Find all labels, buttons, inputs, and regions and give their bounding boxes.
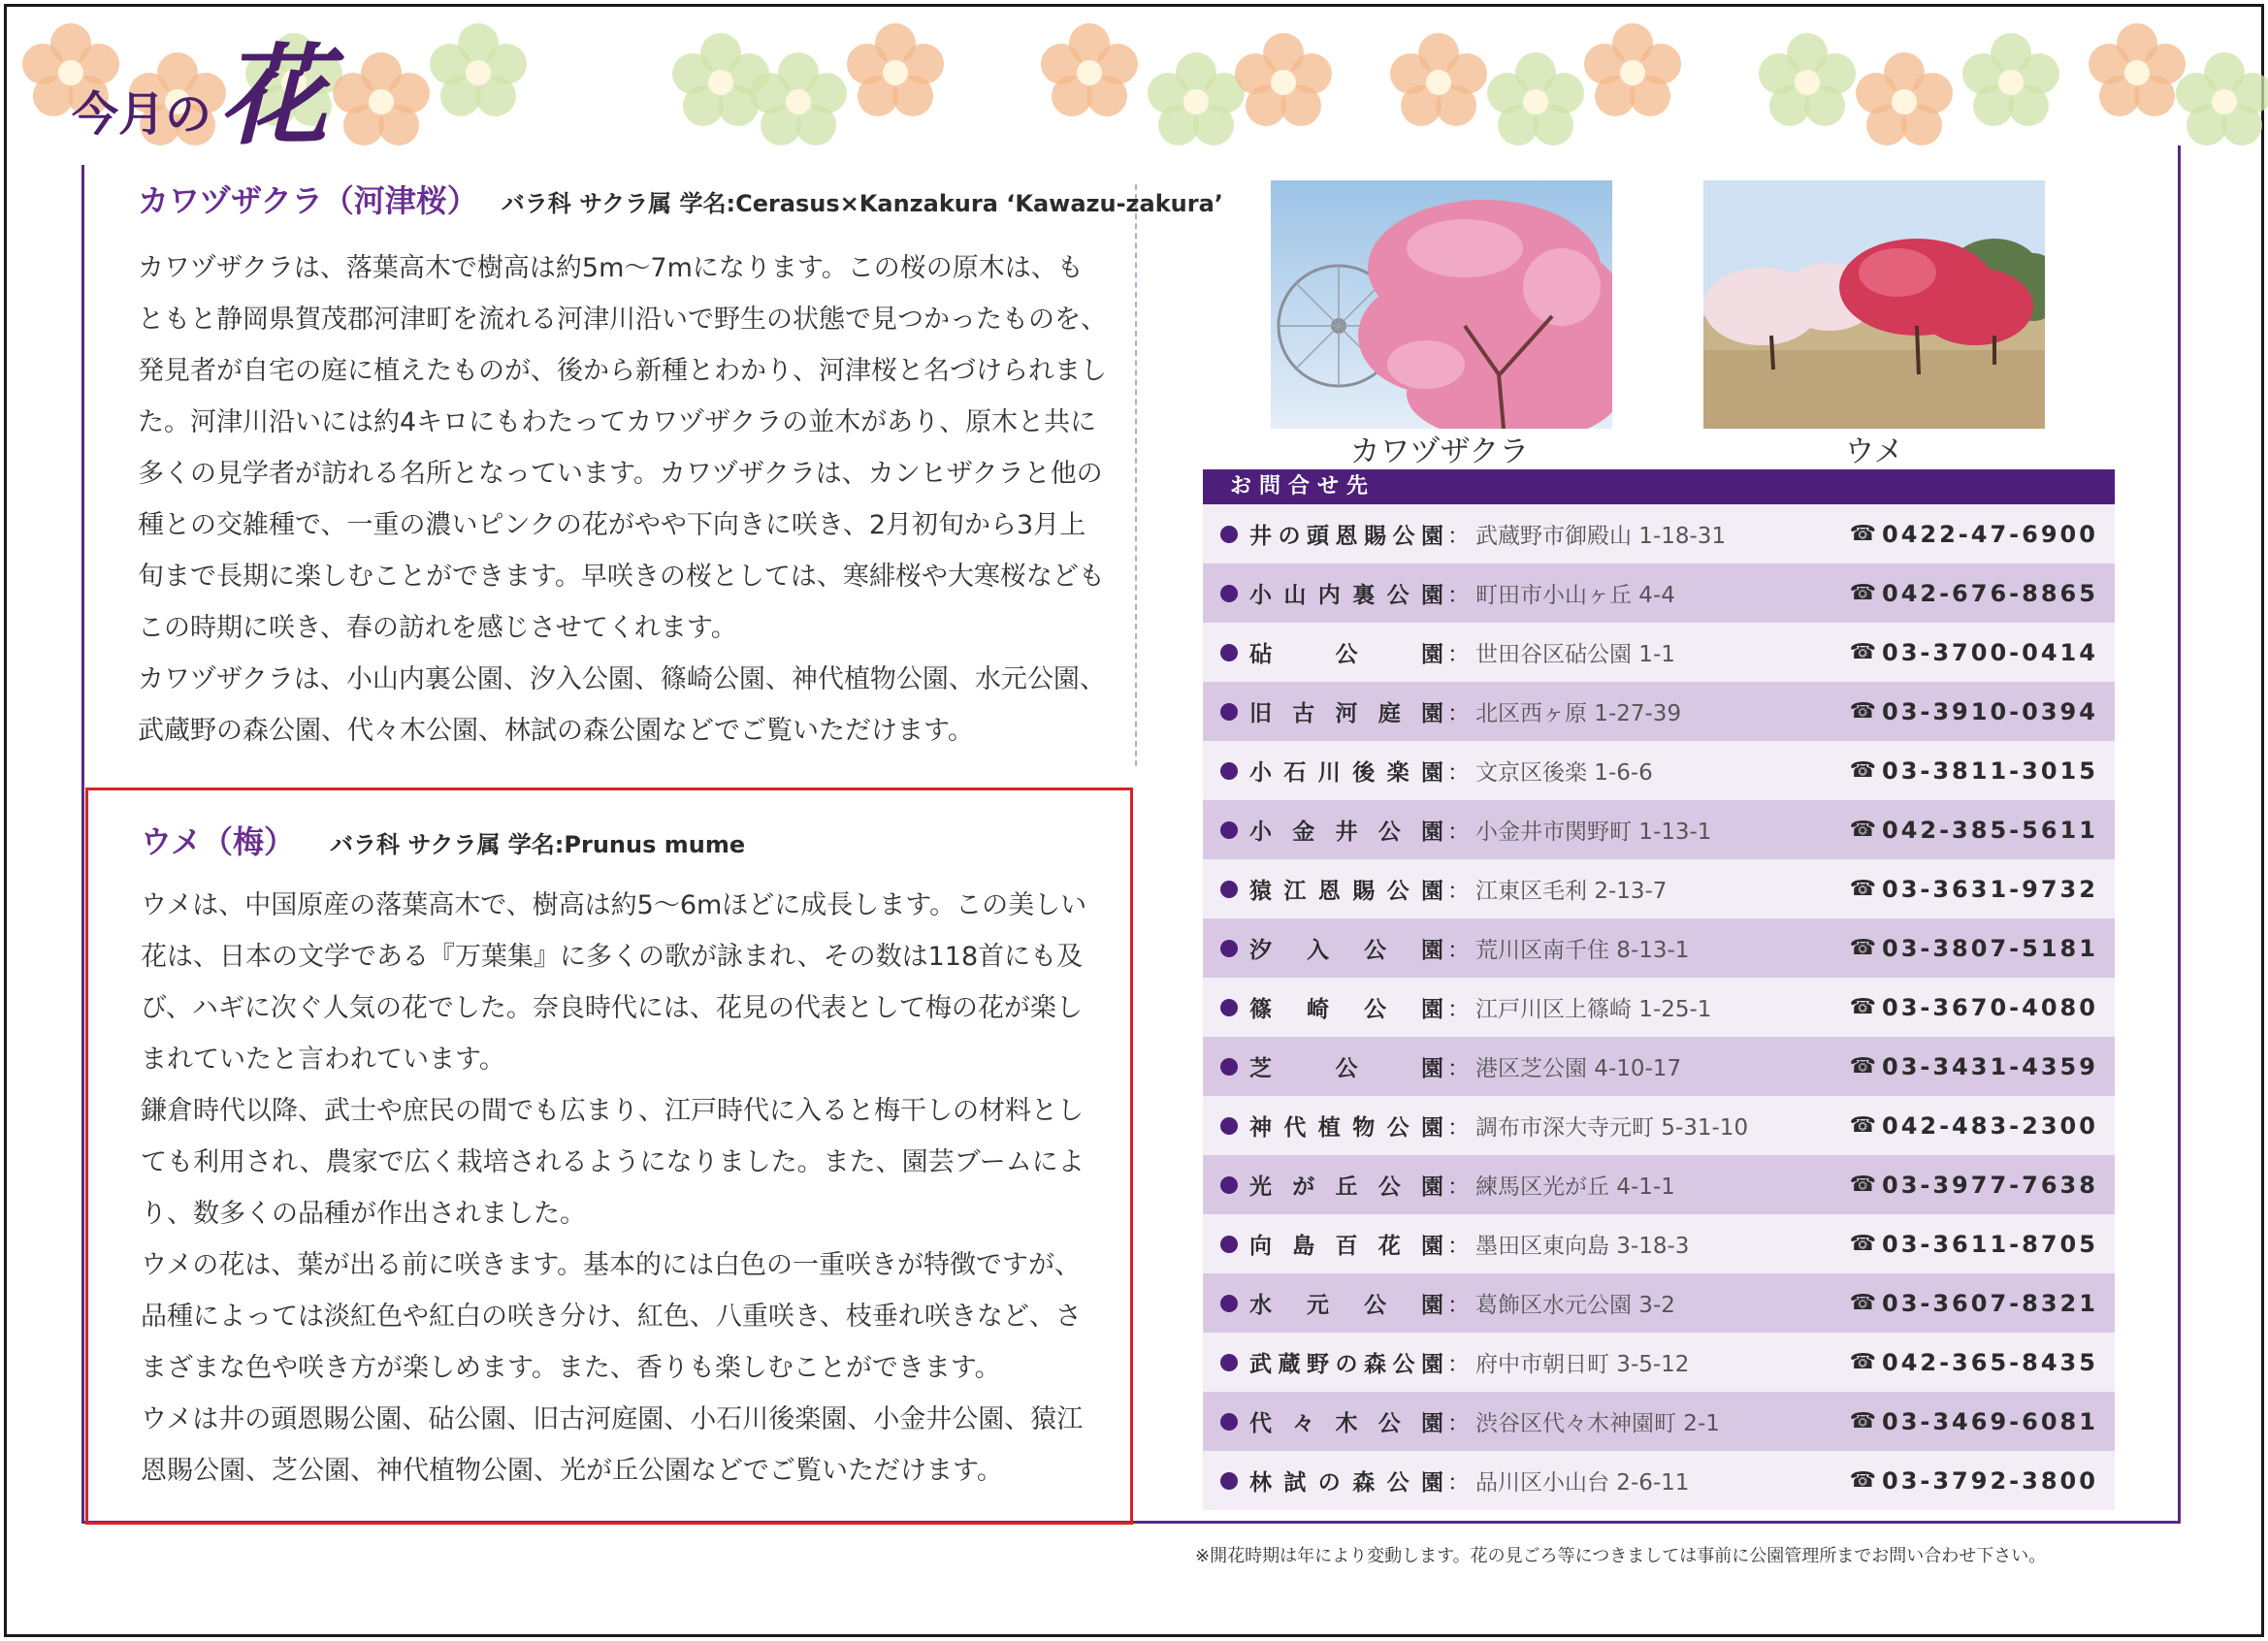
ume-section: [85, 788, 1133, 1525]
park-address: 町田市小山ヶ丘 4-4: [1475, 583, 1675, 608]
contact-row: [1203, 1273, 2115, 1333]
park-name: 向島百花園: [1249, 1234, 1443, 1259]
flower-icon: [1482, 48, 1589, 155]
park-name: 小山内裏公園: [1249, 583, 1443, 608]
bullet-icon: [1220, 1472, 1238, 1490]
separator: ：: [1447, 1056, 1470, 1081]
flower-decoration-band: [8, 10, 2260, 165]
ume-paragraph: ウメの花は、葉が出る前に咲きます。基本的には白色の一重咲きが特徴ですが、品種によっては淡紅色や紅白の咲き分け、紅色、八重咲き、枝垂れ咲きなど、さまざまな色や咲き方が楽しめます。また、香りも楽しむことができます。: [141, 1250, 1082, 1383]
flower-icon: [1754, 29, 1861, 136]
park-phone: 0422-47-6900: [1882, 520, 2098, 548]
separator: ：: [1447, 1174, 1470, 1200]
bullet-icon: [1220, 1058, 1238, 1076]
phone-icon: ☎: [1849, 1232, 1876, 1256]
contact-row: [1203, 1333, 2115, 1392]
sakura-classification: バラ科 サクラ属 学名:Cerasus×Kanzakura ‘Kawazu-zakura’: [501, 190, 1223, 217]
park-address: 葛飾区水元公園 3-2: [1475, 1293, 1675, 1318]
park-name: 汐入公園: [1249, 938, 1443, 963]
park-name: 猿江恩賜公園: [1249, 879, 1443, 904]
park-name: 光が丘公園: [1249, 1174, 1443, 1200]
park-address: 江戸川区上篠崎 1-25-1: [1475, 997, 1712, 1022]
sakura-section: [138, 177, 1223, 756]
contact-row: [1203, 682, 2115, 741]
contact-row: [1203, 741, 2115, 800]
ume-paragraph: 鎌倉時代以降、武士や庶民の間でも広まり、江戸時代に入ると梅干しの材料としても利用され、農家で広く栽培されるようになりました。また、園芸ブームにより、数多くの品種が作出されました。: [141, 1096, 1085, 1229]
flower-icon: [745, 48, 852, 155]
bullet-icon: [1220, 762, 1238, 780]
phone-icon: ☎: [1849, 877, 1876, 901]
phone-icon: ☎: [1849, 758, 1876, 783]
separator: ：: [1447, 879, 1470, 904]
bullet-icon: [1220, 1295, 1238, 1312]
park-phone: 03-3631-9732: [1882, 875, 2098, 903]
park-name: 篠崎公園: [1249, 997, 1443, 1022]
park-name: 代々木公園: [1249, 1411, 1443, 1436]
flower-icon: [1851, 48, 1958, 155]
phone-icon: ☎: [1849, 1054, 1876, 1078]
park-name: 井の頭恩賜公園: [1249, 524, 1443, 549]
phone-icon: ☎: [1849, 640, 1876, 664]
page-title: [72, 33, 329, 160]
contact-row: [1203, 800, 2115, 859]
phone-icon: ☎: [1849, 1468, 1876, 1493]
separator: ：: [1447, 583, 1470, 608]
column-divider: [1135, 184, 1137, 766]
park-address: 小金井市関野町 1-13-1: [1475, 820, 1712, 845]
contact-row: [1203, 1451, 2115, 1510]
page-title-flower-glyph: 花: [219, 33, 329, 160]
phone-icon: ☎: [1849, 522, 1876, 546]
bullet-icon: [1220, 1117, 1238, 1135]
phone-icon: ☎: [1849, 1113, 1876, 1138]
bullet-icon: [1220, 940, 1238, 957]
park-name: 小石川後楽園: [1249, 760, 1443, 786]
park-phone: 03-3670-4080: [1882, 993, 2098, 1021]
park-phone: 03-3977-7638: [1882, 1171, 2098, 1199]
park-phone: 03-3910-0394: [1882, 697, 2098, 725]
ume-photo-caption: ウメ: [1844, 434, 1904, 469]
phone-icon: ☎: [1849, 1350, 1876, 1374]
frame-line-left: [81, 165, 84, 1523]
park-phone: 03-3792-3800: [1882, 1466, 2098, 1495]
park-phone: 03-3700-0414: [1882, 638, 2098, 666]
park-phone: 03-3431-4359: [1882, 1052, 2098, 1080]
separator: ：: [1447, 701, 1470, 726]
bullet-icon: [1220, 526, 1238, 543]
separator: ：: [1447, 820, 1470, 845]
park-phone: 03-3469-6081: [1882, 1407, 2098, 1435]
park-phone: 03-3607-8321: [1882, 1289, 2098, 1317]
bullet-icon: [1220, 703, 1238, 721]
park-address: 墨田区東向島 3-18-3: [1475, 1234, 1690, 1259]
flower-icon: [2171, 48, 2268, 155]
separator: ：: [1447, 1115, 1470, 1141]
park-address: 練馬区光が丘 4-1-1: [1475, 1174, 1675, 1200]
park-address: 品川区小山台 2-6-11: [1475, 1470, 1690, 1496]
sakura-heading: [138, 177, 1223, 221]
ume-paragraph: ウメは井の頭恩賜公園、砧公園、旧古河庭園、小石川後楽園、小金井公園、猿江恩賜公園、芝公園、神代植物公園、光が丘公園などでご覧いただけます。: [141, 1404, 1084, 1486]
separator: ：: [1447, 642, 1470, 667]
park-address: 調布市深大寺元町 5-31-10: [1475, 1115, 1749, 1141]
sakura-body: [138, 242, 1108, 756]
park-phone: 042-676-8865: [1882, 579, 2098, 607]
ume-title: ウメ（梅）: [141, 823, 296, 860]
park-name: 芝公園: [1249, 1056, 1443, 1081]
contact-row: [1203, 978, 2115, 1037]
flower-icon: [1036, 19, 1143, 126]
contact-rows: [1203, 504, 2115, 1510]
phone-icon: ☎: [1849, 818, 1876, 842]
park-address: 武蔵野市御殿山 1-18-31: [1475, 524, 1727, 549]
contact-row: [1203, 504, 2115, 563]
bullet-icon: [1220, 1354, 1238, 1371]
separator: ：: [1447, 760, 1470, 786]
sakura-title: カワヅザクラ（河津桜）: [138, 182, 478, 219]
flower-icon: [1958, 29, 2064, 136]
park-name: 旧古河庭園: [1249, 701, 1443, 726]
separator: ：: [1447, 1470, 1470, 1496]
contact-row: [1203, 918, 2115, 978]
park-address: 北区西ヶ原 1-27-39: [1475, 701, 1682, 726]
page-title-prefix: 今月の: [72, 87, 212, 142]
bullet-icon: [1220, 999, 1238, 1016]
park-address: 府中市朝日町 3-5-12: [1475, 1352, 1690, 1377]
flower-icon: [1385, 29, 1492, 136]
ume-body: [141, 880, 1097, 1496]
park-name: 小金井公園: [1249, 820, 1443, 845]
separator: ：: [1447, 1293, 1470, 1318]
bullet-icon: [1220, 644, 1238, 661]
park-name: 神代植物公園: [1249, 1115, 1443, 1141]
separator: ：: [1447, 524, 1470, 549]
flower-icon: [842, 19, 949, 126]
park-address: 渋谷区代々木神園町 2-1: [1475, 1411, 1720, 1436]
separator: ：: [1447, 1234, 1470, 1259]
park-phone: 03-3811-3015: [1882, 756, 2098, 785]
park-name: 武蔵野の森公園: [1249, 1352, 1443, 1377]
park-name: 水元公園: [1249, 1293, 1443, 1318]
park-phone: 03-3807-5181: [1882, 934, 2098, 962]
bullet-icon: [1220, 821, 1238, 839]
contact-table: [1203, 469, 2115, 1510]
sakura-paragraph: カワヅザクラは、小山内裏公園、汐入公園、篠崎公園、神代植物公園、水元公園、武蔵野の森公園、代々木公園、林試の森公園などでご覧いただけます。: [138, 664, 1106, 746]
bullet-icon: [1220, 1236, 1238, 1253]
park-phone: 03-3611-8705: [1882, 1230, 2098, 1258]
park-address: 江東区毛利 2-13-7: [1475, 879, 1668, 904]
park-phone: 042-483-2300: [1882, 1111, 2098, 1140]
footnote: ※開花時期は年により変動します。花の見ごろ等につきましては事前に公園管理所までお問い合わせ下さい。: [1195, 1546, 2047, 1566]
contact-row: [1203, 1037, 2115, 1096]
park-address: 世田谷区砧公園 1-1: [1475, 642, 1675, 667]
phone-icon: ☎: [1849, 581, 1876, 605]
bullet-icon: [1220, 1176, 1238, 1194]
flower-icon: [1579, 19, 1686, 126]
ume-photo: [1703, 180, 2045, 429]
separator: ：: [1447, 997, 1470, 1022]
contact-row: [1203, 1214, 2115, 1273]
phone-icon: ☎: [1849, 1409, 1876, 1433]
sakura-photo: [1271, 180, 1612, 429]
park-address: 港区芝公園 4-10-17: [1475, 1056, 1682, 1081]
phone-icon: ☎: [1849, 995, 1876, 1019]
sakura-photo-caption: カワヅザクラ: [1349, 434, 1530, 469]
contact-row: [1203, 859, 2115, 918]
bullet-icon: [1220, 881, 1238, 898]
bullet-icon: [1220, 585, 1238, 602]
separator: ：: [1447, 1411, 1470, 1436]
contact-row: [1203, 623, 2115, 682]
park-phone: 042-365-8435: [1882, 1348, 2098, 1376]
contact-row: [1203, 563, 2115, 623]
ume-classification: バラ科 サクラ属 学名:Prunus mume: [330, 831, 746, 858]
contact-row: [1203, 1155, 2115, 1214]
flower-icon: [1230, 29, 1337, 136]
phone-icon: ☎: [1849, 1291, 1876, 1315]
park-name: 砧公園: [1249, 642, 1443, 667]
flower-icon: [328, 48, 435, 155]
park-phone: 042-385-5611: [1882, 816, 2098, 844]
separator: ：: [1447, 938, 1470, 963]
phone-icon: ☎: [1849, 699, 1876, 724]
park-address: 文京区後楽 1-6-6: [1475, 760, 1653, 786]
contact-row: [1203, 1096, 2115, 1155]
sakura-paragraph: カワヅザクラは、落葉高木で樹高は約5m～7mになります。この桜の原木は、もともと静岡県賀茂郡河津町を流れる河津川沿いで野生の状態で見つかったものを、発見者が自宅の庭に植えたものが、後から新種とわかり、河津桜と名づけられました。河津川沿いには約4キロにもわたってカワヅザクラの並木があり、原木と共に多くの見学者が訪れる名所となっています。カワヅザクラは、カンヒザクラと他の種との交雑種で、一重の濃いピンクの花がやや下向きに咲き、2月初旬から3月上旬まで長期に楽しむことができます。早咲きの桜としては、寒緋桜や大寒桜などもこの時期に咲き、春の訪れを感じさせてくれます。: [138, 253, 1107, 643]
ume-heading: [141, 818, 1097, 862]
park-address: 荒川区南千住 8-13-1: [1475, 938, 1690, 963]
ume-paragraph: ウメは、中国原産の落葉高木で、樹高は約5～6mほどに成長します。この美しい花は、日本の文学である『万葉集』に多くの歌が詠まれ、その数は118首にも及び、ハギに次ぐ人気の花でした。奈良時代には、花見の代表として梅の花が楽しまれていたと言われています。: [141, 890, 1087, 1075]
contact-heading: お問合せ先: [1203, 469, 2115, 504]
frame-line-right: [2178, 145, 2181, 1523]
separator: ：: [1447, 1352, 1470, 1377]
bullet-icon: [1220, 1413, 1238, 1431]
flower-icon: [425, 19, 532, 126]
phone-icon: ☎: [1849, 936, 1876, 960]
park-name: 林試の森公園: [1249, 1470, 1443, 1496]
phone-icon: ☎: [1849, 1173, 1876, 1197]
contact-row: [1203, 1392, 2115, 1451]
